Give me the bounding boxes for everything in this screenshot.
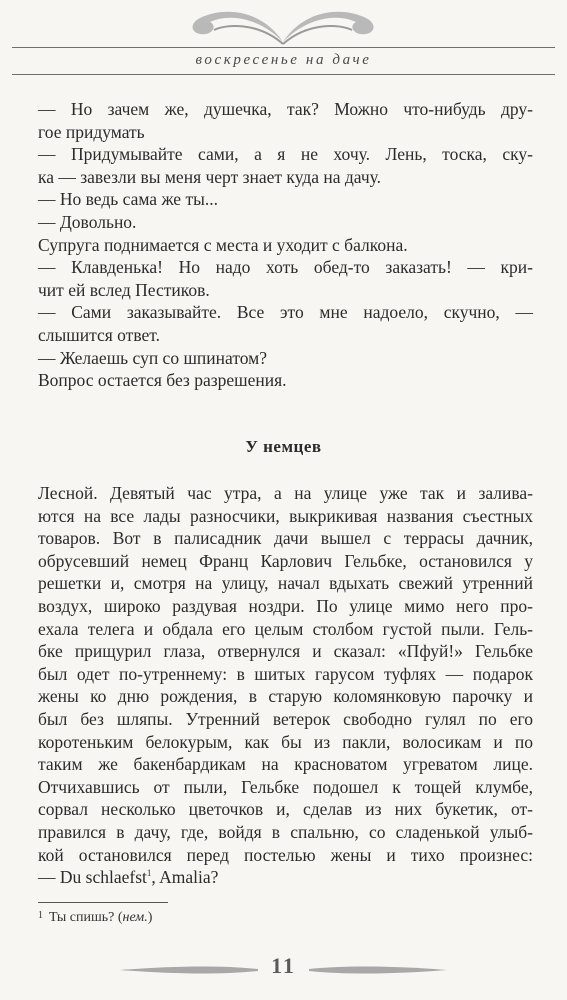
text-line-last xyxy=(38,866,533,889)
text-line: товаров. Вот в палисадник дачи вышел с террасы дачник, xyxy=(38,528,533,549)
text-line: Супруга поднимается с места и уходит с балкона. xyxy=(38,234,408,255)
text-fragment: , Amalia? xyxy=(151,867,219,888)
text-line: кой остановился перед постелью жены и тихо произнес: xyxy=(38,844,533,865)
text-line: сорвал несколько цветочков и, сделав из них букетик, от- xyxy=(38,799,533,820)
text-line: Отчихавшись от пыли, Гельбке подошел к тощей клумбе, xyxy=(38,776,533,797)
text-line: гое придумать xyxy=(38,121,145,142)
text-line: коротеньким белокурым, как бы из пакли, волосикам и по xyxy=(38,731,533,752)
text-line: ка — завезли вы меня черт знает куда на дачу. xyxy=(38,166,382,187)
running-head: воскресенье на даче xyxy=(195,52,372,68)
footnote-text: Ты спишь? ( xyxy=(49,910,123,925)
text-line: бке прищурил глаза, отвернулся и сказал: «Пфуй!» Гельбке xyxy=(38,641,533,662)
footnote-abbreviation: нем. xyxy=(122,910,148,925)
footnote xyxy=(38,910,152,926)
text-line: — Но зачем же, душечка, так? Можно что-нибудь дру- xyxy=(38,99,533,119)
text-line: решетки и, смотря на улицу, начал вдыхать свежий утренний xyxy=(38,573,533,594)
page-number: 11 xyxy=(271,953,296,978)
text-line: — Довольно. xyxy=(38,211,137,232)
footnote-close: ) xyxy=(147,910,153,925)
story-block xyxy=(38,482,533,889)
text-line: жены ко дню рождения, в старую коломянковую парочку и xyxy=(38,686,533,707)
footnote-rule xyxy=(38,902,168,903)
text-line: был одет по-утреннему: в шитых гарусом туфлях — подарок xyxy=(38,663,533,684)
text-line: Лесной. Девятый час утра, а на улице уже так и залива- xyxy=(38,483,533,503)
text-line: чит ей вслед Пестиков. xyxy=(38,279,210,300)
dialogue-block xyxy=(38,98,533,392)
footnote-reference[interactable]: 1 xyxy=(146,868,152,879)
text-line: ются на все лады разносчики, выкрикивая названия съестных xyxy=(38,505,533,526)
text-line: — Желаешь суп со шпинатом? xyxy=(38,347,268,368)
text-line: — Сами заказывайте. Все это мне надоело, скучно, — xyxy=(38,302,533,323)
text-line: ехала телега и обдала его целым столбом густой пыли. Гель- xyxy=(38,618,533,639)
text-line: — Но ведь сама же ты... xyxy=(38,189,218,210)
text-line: — Придумывайте сами, а я не хочу. Лень, тоска, ску- xyxy=(38,144,533,165)
text-line: воздух, широко раздувая ноздри. По улице мимо него про- xyxy=(38,595,533,616)
text-line: — Клавденька! Но надо хоть обед-то заказать! — кри- xyxy=(38,257,533,278)
header-ornament xyxy=(0,0,567,50)
text-line: Вопрос остается без разрешения. xyxy=(38,370,287,391)
section-title: У немцев xyxy=(245,437,322,456)
text-line: правился в дачу, где, войдя в спальню, со сладенькой улыб- xyxy=(38,821,533,842)
text-line: слышится ответ. xyxy=(38,324,160,345)
text-line: был без шляпы. Утренний ветерок свободно гулял по его xyxy=(38,708,533,729)
footnote-mark: 1 xyxy=(38,910,43,921)
text-line: обрусевший немец Франц Карлович Гельбке, остановился у xyxy=(38,550,533,571)
header-top-rule xyxy=(12,47,555,48)
text-line: таким же бакенбардикам на красноватом угреватом лице. xyxy=(38,754,533,775)
text-fragment: — Du schlaefst xyxy=(38,867,147,888)
header-bottom-rule xyxy=(12,74,555,75)
